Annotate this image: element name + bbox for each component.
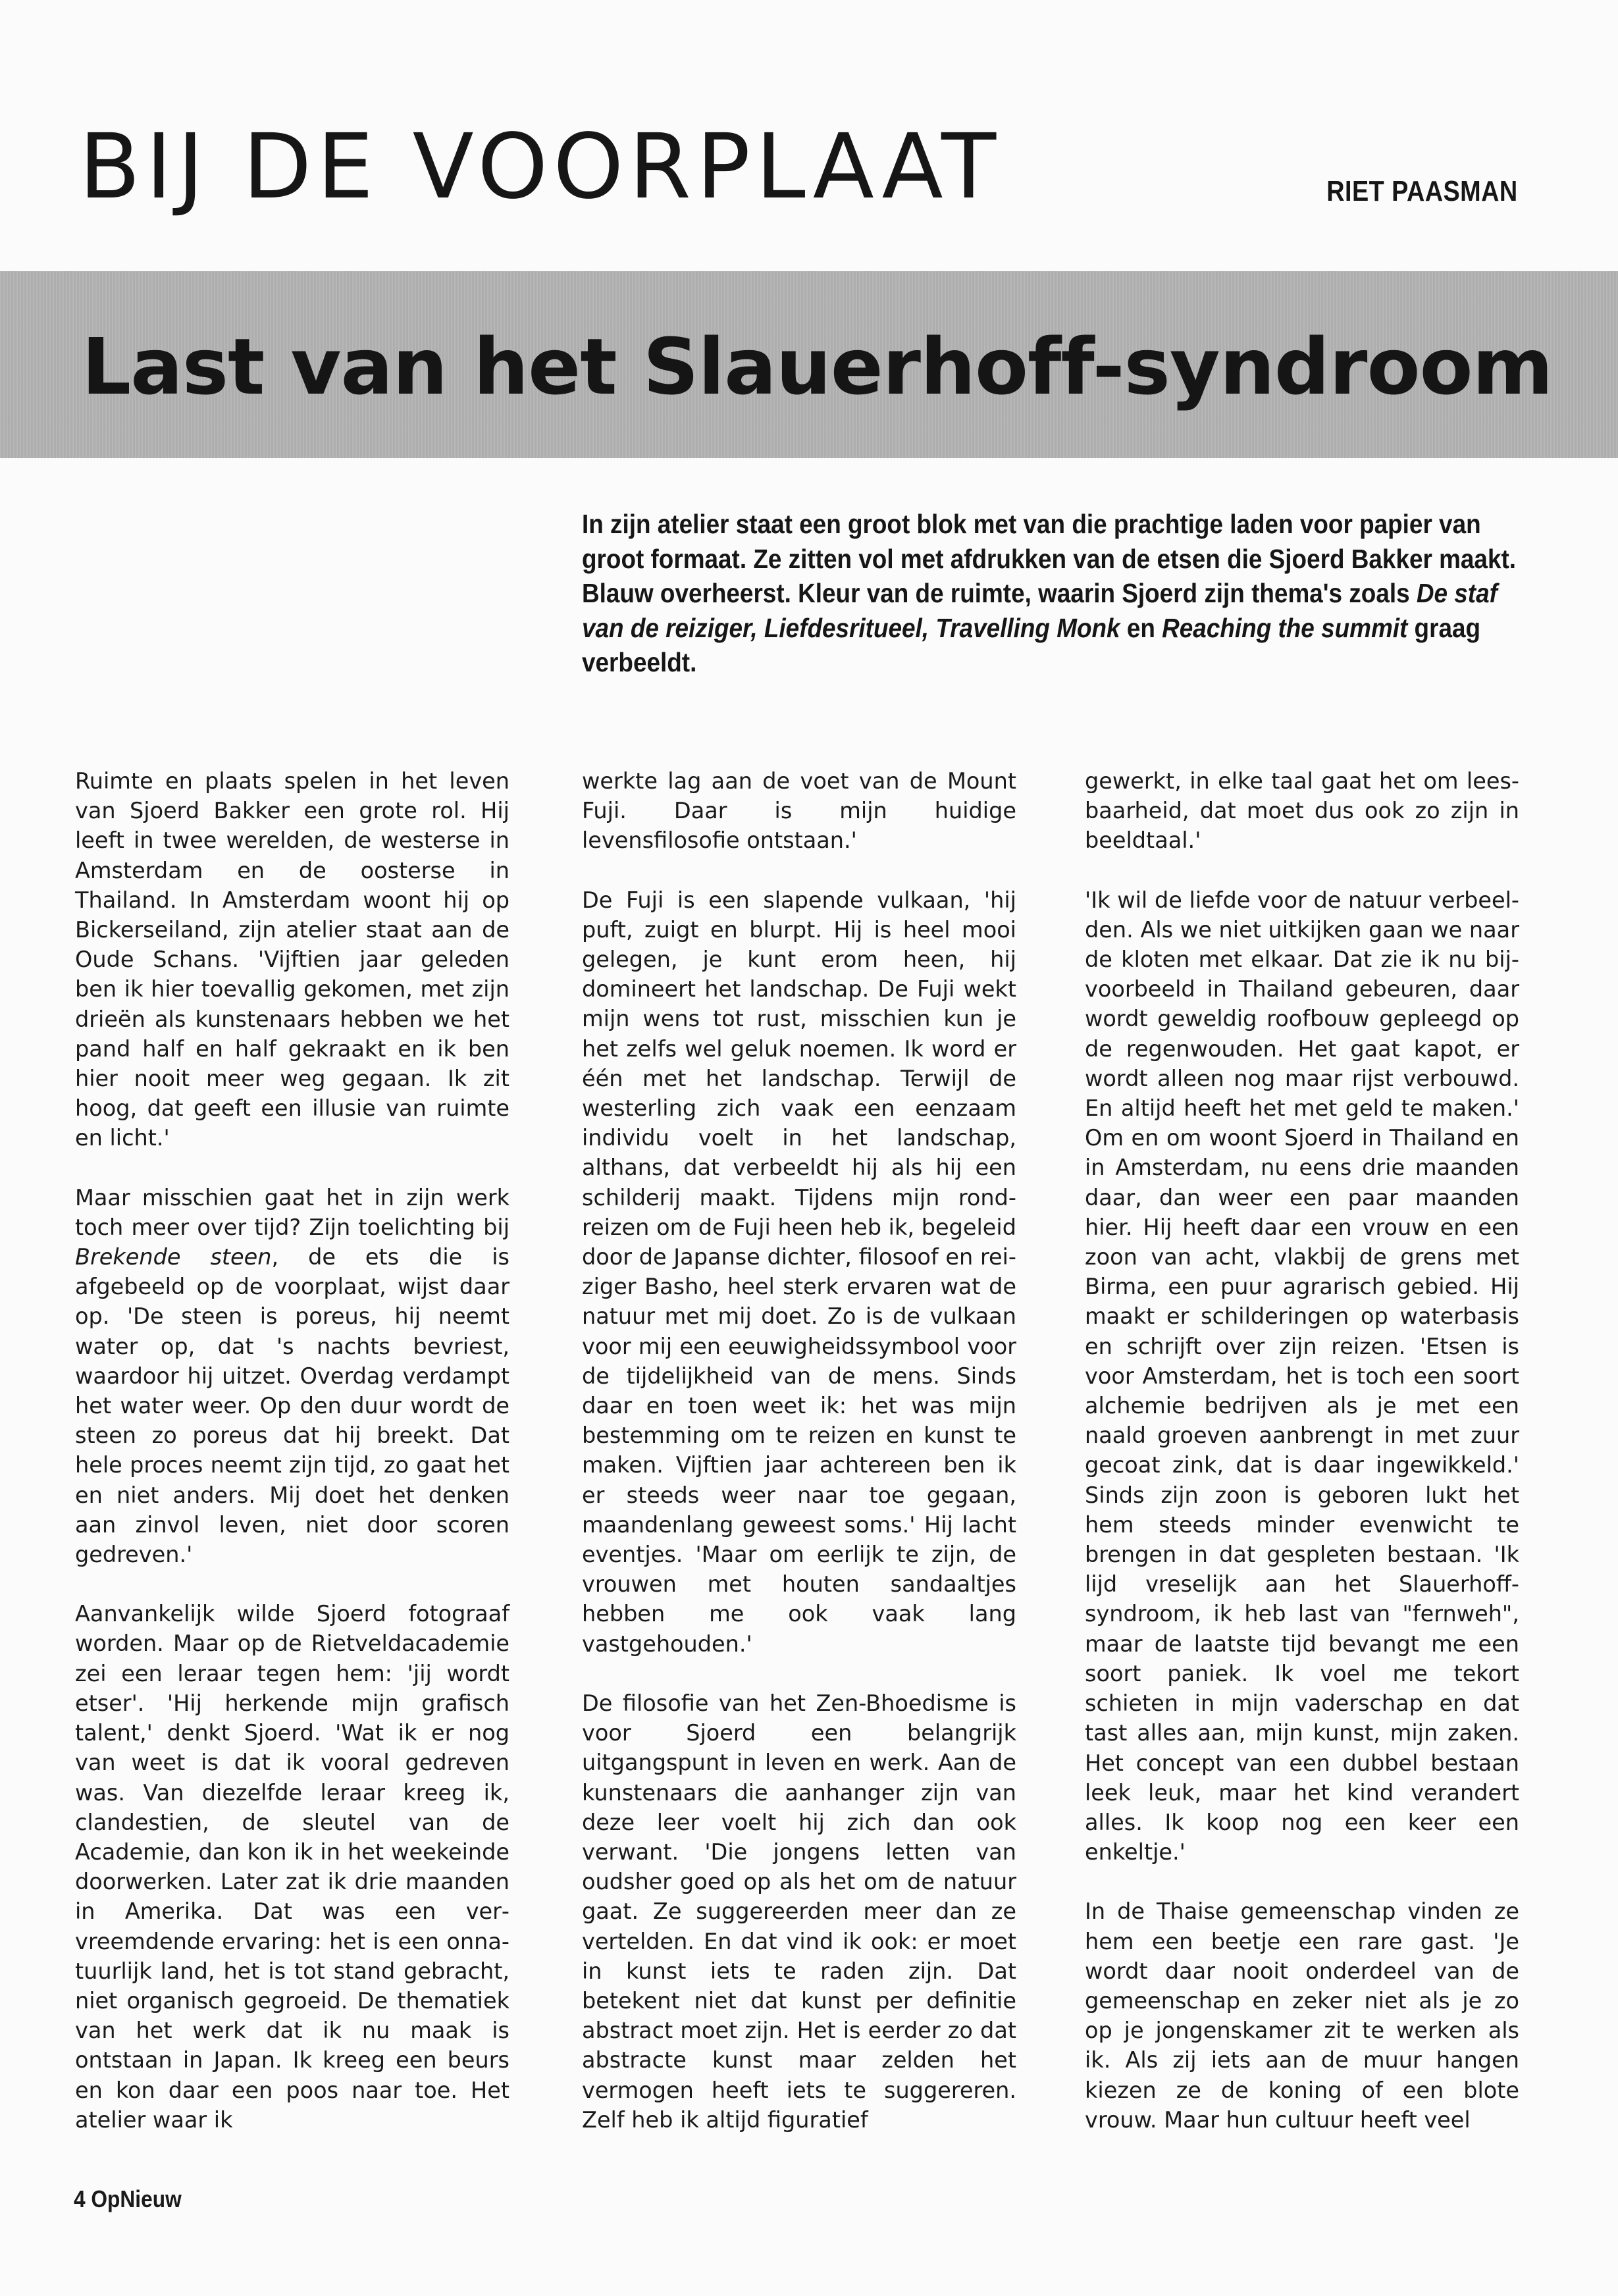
paragraph: Aanvankelijk wilde Sjoerd fotograaf worden. Maar op de Rietveldacademie zei een leraar tegen hem: 'jij wordt etser'. 'Hij herkende mijn grafisch talent,' denkt Sjoerd. 'Wat ik er nog van weet is dat ik vooral gedreven was. Van diezelfde leraar kreeg ik, clandestien, de sleutel van de Academie, dan kon ik in het weekeinde doorwerken. Later zat ik drie maanden in Amerika. Dat was een vervreemdende ervaring: het is een onnatuurlijk land, het is tot stand gebracht, niet organisch gegroeid. De thematiek van het werk dat ik nu maak is ontstaan in Japan. Ik kreeg een beurs en kon daar een poos naar toe. Het atelier waar ik	[75, 1601, 509, 2133]
intro-title-summit: Reaching the summit	[1162, 612, 1408, 643]
paragraph-text: Maar misschien gaat het in zijn werk toch meer over tijd? Zijn toelichting bij	[75, 1184, 509, 1240]
paragraph: In de Thaise gemeenschap vinden ze hem een beetje een rare gast. 'Je wordt daar nooit onderdeel van de gemeenschap en zeker niet als je zo op je jongenskamer zit te werken als ik. Als zij iets aan de muur hangen kiezen ze de koning of een blote vrouw. Maar hun cultuur heeft veel	[1085, 1898, 1519, 2133]
paragraph: De Fuji is een slapende vulkaan, 'hij puft, zuigt en blurpt. Hij is heel mooi gelegen, je kunt erom heen, hij domineert het landschap. De Fuji wekt mijn wens tot rust, misschien kun je het zelfs wel geluk noemen. Ik word er één met het landschap. Terwijl de westerling zich vaak een eenzaam individu voelt in het landschap, althans, dat verbeeldt hij als hij een schilderij maakt. Tijdens mijn rondreizen om de Fuji heen heb ik, begeleid door de Japanse dichter, filosoof en reiziger Basho, heel sterk ervaren wat de natuur met mij doet. Zo is de vulkaan voor mij een eeuwigheidssymbool voor de tijdelijkheid van de mens. Sinds daar en toen weet ik: het was mijn bestemming om te reizen en kunst te maken. Vijftien jaar achtereen ben ik er steeds weer naar toe gegaan, maandenlang geweest soms.' Hij lacht eventjes. 'Maar om eerlijk te zijn, de vrouwen met houten sandaaltjes hebben me ook vaak lang vastgehouden.'	[582, 887, 1016, 1657]
paragraph: werkte lag aan de voet van de Mount Fuji. Daar is mijn huidige levensfilosofie ontstaan.'	[582, 768, 1016, 854]
intro-title-staf: De staf van de reiziger, Liefdesritueel,	[582, 578, 1498, 643]
body-column-1	[75, 766, 509, 2135]
paragraph: gewerkt, in elke taal gaat het om leesbaarheid, dat moet dus ook zo zijn in beeldtaal.'	[1085, 768, 1519, 854]
intro-text-start: In zijn atelier staat een groot blok met van die prachtige laden voor papier van groot formaat. Ze zitten vol met afdrukken van de etsen die Sjoerd Bakker maakt. Blauw overheerst. Kleur van de ruimte, waarin Sjoerd zijn thema's zoals	[582, 509, 1517, 608]
paragraph: De filosofie van het Zen-Bhoedisme is voor Sjoerd een belangrijk uitgangspunt in leven en werk. Aan de kunstenaars die aanhanger zijn van deze leer voelt hij zich dan ook verwant. 'Die jongens letten van oudsher goed op als het om de natuur gaat. Ze suggereerden meer dan ze vertelden. En dat vind ik ook: er moet in kunst iets te raden zijn. Dat betekent niet dat kunst per definitie abstract moet zijn. Het is eerder zo dat abstracte kunst maar zelden het vermogen heeft iets te suggereren. Zelf heb ik altijd figuratief	[582, 1690, 1016, 2133]
paragraph-text: , de ets die is afgebeeld op de voorplaat, wijst daar op. 'De steen is poreus, hij neemt water op, dat 's nachts bevriest, waardoor hij uitzet. Overdag verdampt het water weer. Op den duur wordt de steen zo poreus dat hij breekt. Dat hele proces neemt zijn tijd, zo gaat het en niet anders. Mij doet het denken aan zinvol leven, niet door scoren gedreven.'	[75, 1244, 509, 1568]
artwork-title: Brekende steen	[75, 1244, 272, 1270]
page-footer: 4 OpNieuw	[74, 2185, 182, 2212]
author-byline: RIET PAASMAN	[1326, 175, 1518, 207]
paragraph: 'Ik wil de liefde voor de natuur verbeelden. Als we niet uitkijken gaan we naar de kloten met elkaar. Dat zie ik nu bijvoorbeeld in Thailand gebeuren, daar wordt geweldig roofbouw gepleegd op de regenwouden. Het gaat kapot, er wordt alleen nog maar rijst verbouwd. En altijd heeft het met geld te maken.' Om en om woont Sjoerd in Thailand en in Amsterdam, nu eens drie maanden daar, dan weer een paar maanden hier. Hij heeft daar een vrouw en een zoon van acht, vlakbij de grens met Birma, een puur agrarisch gebied. Hij maakt er schilderingen op waterbasis en schrijft over zijn reizen. 'Etsen is voor Amsterdam, het is toch een soort alchemie bedrijven als je met een naald groeven aanbrengt in met zuur gecoat zink, dat is daar ingewikkeld.' Sinds zijn zoon is geboren lukt het hem steeds minder evenwicht te brengen in dat gespleten bestaan. 'Ik lijd vreselijk aan het Slauerhoff-syndroom, ik heb last van "fernweh", maar de laatste tijd bevangt me een soort paniek. Ik voel me tekort schieten in mijn vaderschap en dat tast alles aan, mijn kunst, mijn zaken. Het concept van een dubbel bestaan leek leuk, maar het kind verandert alles. Ik koop nog een keer een enkeltje.'	[1085, 887, 1519, 1866]
intro-text-end: graag verbeeldt.	[582, 612, 1481, 677]
paragraph	[75, 1183, 509, 1570]
intro-and: en	[1120, 612, 1162, 643]
section-title: BIJ DE VOORPLAAT	[79, 115, 1002, 219]
article-intro	[582, 507, 1517, 680]
intro-title-monk: Travelling Monk	[935, 612, 1120, 643]
body-column-3	[1085, 766, 1519, 2135]
article-headline: Last van het Slauerhoff-syndroom	[82, 321, 1553, 412]
paragraph: Ruimte en plaats spelen in het leven van Sjoerd Bakker een grote rol. Hij leeft in twee werelden, de westerse in Amsterdam en de oosterse in Thailand. In Amsterdam woont hij op Bickerseiland, zijn atelier staat aan de Oude Schans. 'Vijftien jaar geleden ben ik hier toevallig gekomen, met zijn drieën als kunstenaars hebben we het pand half en half gekraakt en ik ben hier nooit meer weg gegaan. Ik zit hoog, dat geeft een illusie van ruimte en licht.'	[75, 768, 509, 1151]
body-column-2	[582, 766, 1016, 2135]
